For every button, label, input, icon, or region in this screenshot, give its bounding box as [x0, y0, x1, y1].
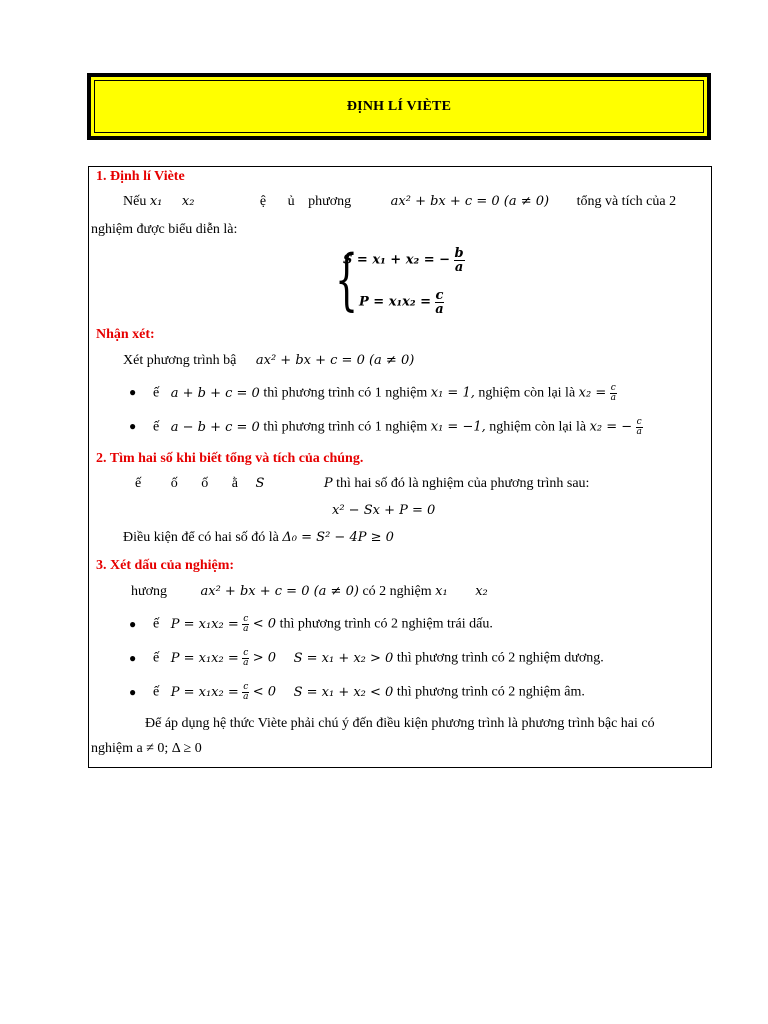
- remark-line-1: Xét phương trình bậ ax² + bx + c = 0 (a ≠ 0): [123, 353, 415, 368]
- content-box: [88, 166, 712, 768]
- section-2-heading: 2. Tìm hai số khi biết tổng và tích của chúng.: [96, 451, 364, 466]
- section-1-heading: 1. Định lí Viète: [96, 169, 185, 184]
- s1-intro-line: Nếu x₁ x₂ ệ ủ phương ax² + bx + c = 0 (a ≠ 0) tổng và tích của 2: [123, 194, 677, 209]
- s2-condition: Điều kiện để có hai số đó là Δ₀ = S² − 4P ≥ 0: [123, 530, 394, 545]
- bullet-dot-icon: ●: [129, 617, 137, 631]
- title-banner: [87, 73, 711, 140]
- s1-intro-line-2: nghiệm được biểu diễn là:: [91, 222, 238, 237]
- remark-heading: Nhận xét:: [96, 327, 155, 342]
- bullet-dot-icon: ●: [129, 685, 137, 699]
- bullet-dot-icon: ●: [129, 385, 137, 399]
- bullet-dot-icon: ●: [129, 419, 137, 433]
- system-brace: {: [335, 241, 359, 318]
- section-3-heading: 3. Xét dấu của nghiệm:: [96, 558, 235, 573]
- bullet-dot-icon: ●: [129, 651, 137, 665]
- remark-bullet-1: ế a + b + c = 0 thì phương trình có 1 nghiệm x₁ = 1, nghiệm còn lại là x₂ = $\frac{c}{a}$: [153, 383, 616, 403]
- s3-note-line-1: Để áp dụng hệ thức Viète phải chú ý đến điều kiện phương trình là phương trình bậc hai có: [145, 716, 655, 731]
- s2-equation: x² − Sx + P = 0: [332, 503, 436, 518]
- page-title: ĐỊNH LÍ VIÈTE: [346, 98, 452, 114]
- s3-line-1: hương ax² + bx + c = 0 (a ≠ 0) có 2 nghiệm x₁ x₂: [131, 584, 488, 599]
- s3-note-line-2: nghiệm a ≠ 0; Δ ≥ 0: [91, 741, 202, 756]
- s3-bullet-3: ế P = x₁x₂ = $\frac{c}{a}$ < 0 S = x₁ + x₂ < 0 thì phương trình có 2 nghiệm âm.: [153, 682, 585, 702]
- s3-bullet-2: ế P = x₁x₂ = $\frac{c}{a}$ > 0 S = x₁ + x₂ > 0 thì phương trình có 2 nghiệm dương.: [153, 648, 604, 668]
- s3-bullet-1: ế P = x₁x₂ = $\frac{c}{a}$ < 0 thì phương trình có 2 nghiệm trái dấu.: [153, 614, 493, 634]
- remark-bullet-2: ế a − b + c = 0 thì phương trình có 1 nghiệm x₁ = −1, nghiệm còn lại là x₂ = − $\frac{c}{a}$: [153, 417, 642, 437]
- product-formula: P = x₁x₂ = $\frac{c}{a}$: [359, 288, 444, 317]
- sum-formula: S = x₁ + x₂ = − $\frac{b}{a}$: [343, 246, 464, 275]
- s2-line-1: ế ố ố ằ S P thì hai số đó là nghiệm của phương trình sau:: [135, 476, 590, 491]
